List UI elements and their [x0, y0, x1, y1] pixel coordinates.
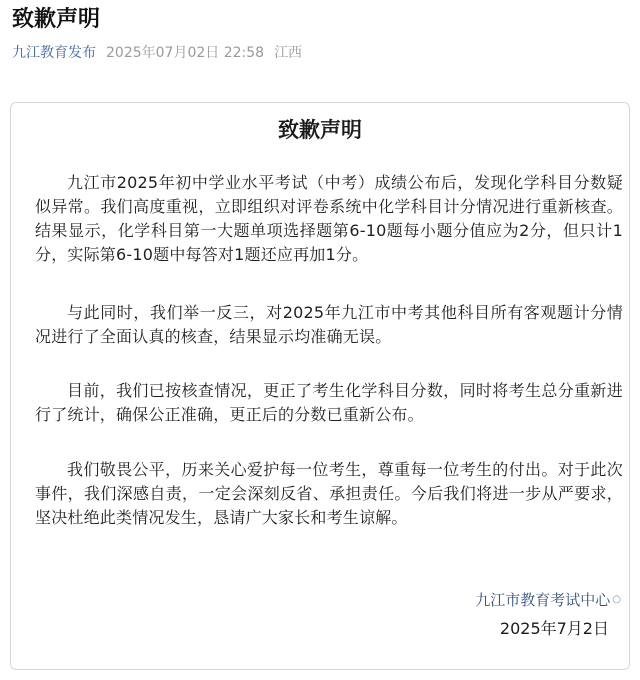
statement-card: [10, 102, 630, 670]
statement-title: 致歉声明: [278, 118, 362, 142]
statement-paragraph: 九江市2025年初中学业水平考试（中考）成绩公布后，发现化学科目分数疑似异常。我们高度重视，立即组织对评卷系统中化学科目计分情况进行重新核查。结果显示，化学科目第一大题单项选择题第6-10题每小题分值应为2分，但只计1分，实际第6-10题中每答对1题还应再加1分。: [35, 173, 623, 264]
publish-location: 江西: [274, 45, 303, 61]
statement-paragraph: 我们敬畏公平，历来关心爱护每一位考生，尊重每一位考生的付出。对于此次事件，我们深感自责，一定会深刻反省、承担责任。今后我们将进一步从严要求，坚决杜绝此类情况发生，恳请广大家长和考生谅解。: [35, 460, 623, 527]
watermark-icon: ○: [612, 594, 621, 605]
statement-paragraph: 目前，我们已按核查情况，更正了考生化学科目分数，同时将考生总分重新进行了统计，确保公正准确，更正后的分数已重新公布。: [35, 381, 623, 424]
source-link[interactable]: 九江教育发布: [12, 45, 96, 61]
statement-date: 2025年7月2日: [499, 619, 609, 638]
statement-paragraph: 与此同时，我们举一反三，对2025年九江市中考其他科目所有客观题计分情况进行了全面认真的核查，结果显示均准确无误。: [35, 303, 623, 346]
page-title: 致歉声明: [12, 7, 101, 32]
signature-organization: 九江市教育考试中心: [475, 591, 611, 609]
signature-block: [475, 589, 621, 611]
publish-time: 2025年07月02日 22:58: [106, 45, 265, 61]
article-meta: [12, 43, 302, 63]
